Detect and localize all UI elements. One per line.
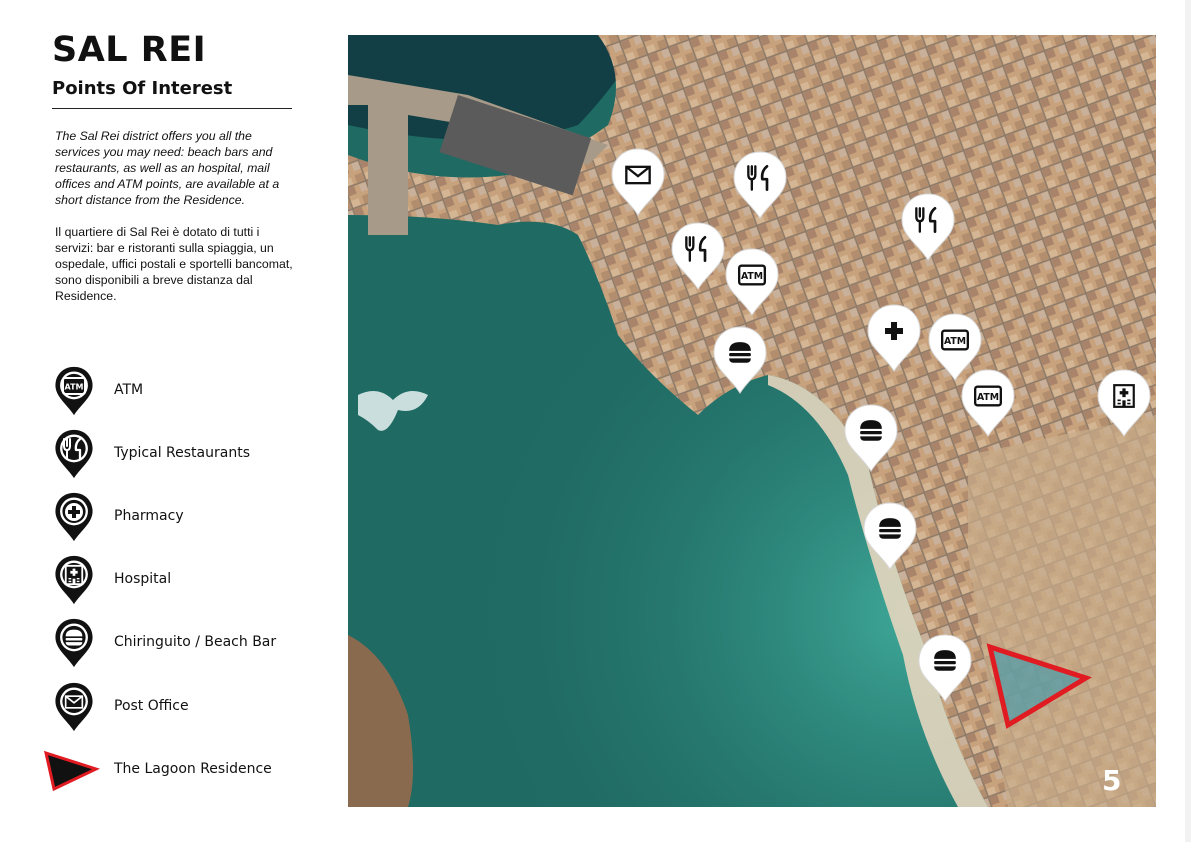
legend-label-pharmacy: Pharmacy <box>114 508 184 524</box>
legend-item-beach-bar <box>52 617 302 667</box>
page-edge <box>1185 0 1191 842</box>
restaurant-icon <box>52 428 96 480</box>
intro-italian: Il quartiere di Sal Rei è dotato di tutti i servizi: bar e ristoranti sulla spiaggia, un ospedale, uffici postali e sportelli bancomat, sono disponibili a breve distanza dal Residence. <box>55 225 293 303</box>
beach-bar-icon <box>52 617 96 669</box>
legend-item-residence <box>52 744 302 794</box>
legend-label-restaurant: Typical Restaurants <box>114 445 250 461</box>
legend-item-atm <box>52 365 302 415</box>
post-office-icon <box>52 681 96 733</box>
intro-english: The Sal Rei district offers you all the services you may need: beach bars and restaurants, as well as an hospital, mail offices and ATM points, are available at a short distance from the Residence. <box>55 129 280 207</box>
page-number: 5 <box>1102 764 1122 797</box>
page-subtitle: Points Of Interest <box>52 78 233 99</box>
legend-item-hospital <box>52 554 302 604</box>
satellite-map[interactable] <box>348 35 1156 807</box>
legend-label-post-office: Post Office <box>114 698 189 714</box>
atm-icon <box>52 365 96 417</box>
pharmacy-icon <box>52 491 96 543</box>
hospital-icon <box>52 554 96 606</box>
legend-item-post-office <box>52 681 302 731</box>
legend-item-pharmacy <box>52 491 302 541</box>
legend-label-residence: The Lagoon Residence <box>114 761 272 777</box>
legend-label-hospital: Hospital <box>114 571 172 587</box>
page-title: SAL REI <box>52 30 207 70</box>
title-divider <box>52 108 292 109</box>
residence-triangle-icon <box>44 749 100 795</box>
legend-label-beach-bar: Chiringuito / Beach Bar <box>114 634 277 650</box>
intro-text <box>55 128 295 316</box>
legend-item-restaurant <box>52 428 302 478</box>
legend-label-atm: ATM <box>114 382 144 398</box>
